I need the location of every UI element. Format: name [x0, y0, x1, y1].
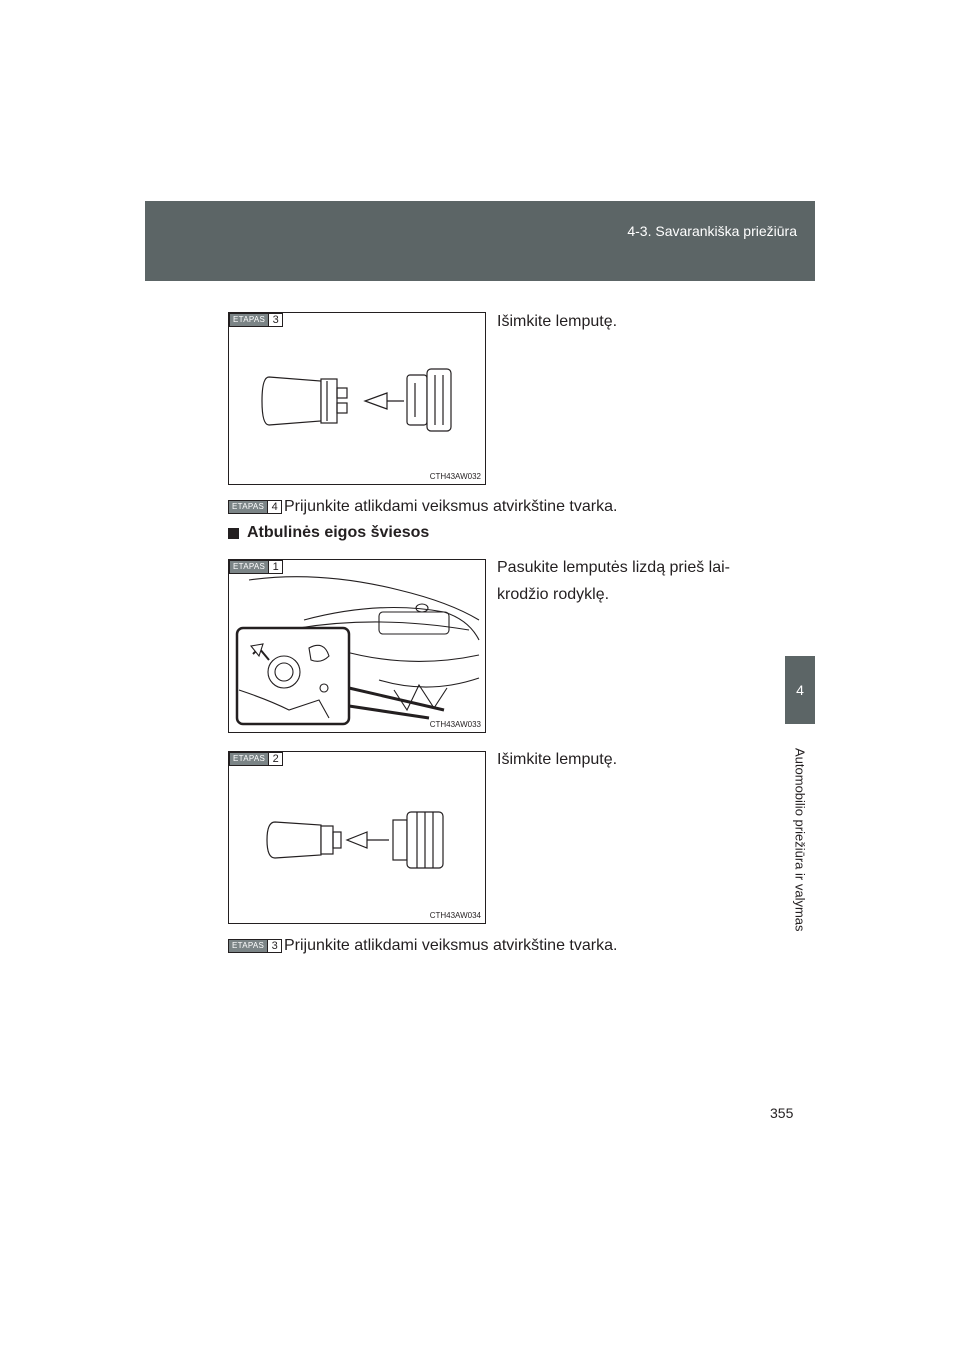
section-heading — [228, 524, 429, 542]
step-label: ETAPAS — [229, 940, 267, 952]
header-band — [145, 201, 815, 281]
figure-code: CTH43AW034 — [429, 911, 481, 920]
step-text: Prijunkite atlikdami veiksmus atvirkštine tvarka. — [284, 937, 618, 954]
chapter-title — [785, 732, 815, 947]
step-text: Prijunkite atlikdami veiksmus atvirkštine tvarka. — [284, 498, 618, 515]
figure-bulb-removal-1 — [228, 312, 486, 485]
step-label: ETAPAS — [230, 561, 268, 573]
rear-lamp-socket-illustration — [229, 560, 485, 732]
bulb-removal-illustration-2 — [229, 752, 485, 923]
step-label: ETAPAS — [230, 314, 268, 326]
step-number: 4 — [267, 501, 281, 513]
figure-code: CTH43AW033 — [429, 720, 481, 729]
step-badge-4 — [228, 500, 282, 514]
step-text-line-2: krodžio rodyklę. — [497, 586, 610, 603]
step-number: 3 — [267, 940, 281, 952]
step-text: Išimkite lemputę. — [497, 313, 618, 330]
bulb-removal-illustration-1 — [229, 313, 485, 484]
step-text-line-1: Pasukite lemputės lizdą prieš lai- — [497, 559, 730, 576]
figure-rear-socket — [228, 559, 486, 733]
section-title: Atbulinės eigos šviesos — [247, 524, 430, 541]
figure-bulb-removal-2 — [228, 751, 486, 924]
step-number: 2 — [268, 753, 282, 765]
step-label: ETAPAS — [230, 753, 268, 765]
header-section-title: 4-3. Savarankiška priežiūra — [627, 223, 797, 239]
step-badge-2 — [229, 752, 283, 766]
chapter-tab: 4 — [785, 656, 815, 724]
step-number: 1 — [268, 561, 282, 573]
page-number: 355 — [770, 1105, 794, 1121]
step-label: ETAPAS — [229, 501, 267, 513]
step-badge-3 — [229, 313, 283, 327]
step-number: 3 — [268, 314, 282, 326]
step-badge-3-final — [228, 939, 282, 953]
figure-code: CTH43AW032 — [429, 472, 481, 481]
step-badge-1 — [229, 560, 283, 574]
square-bullet-icon — [228, 528, 239, 539]
chapter-title-text: Automobilio priežiūra ir valymas — [792, 747, 808, 932]
step-text: Išimkite lemputę. — [497, 751, 618, 768]
